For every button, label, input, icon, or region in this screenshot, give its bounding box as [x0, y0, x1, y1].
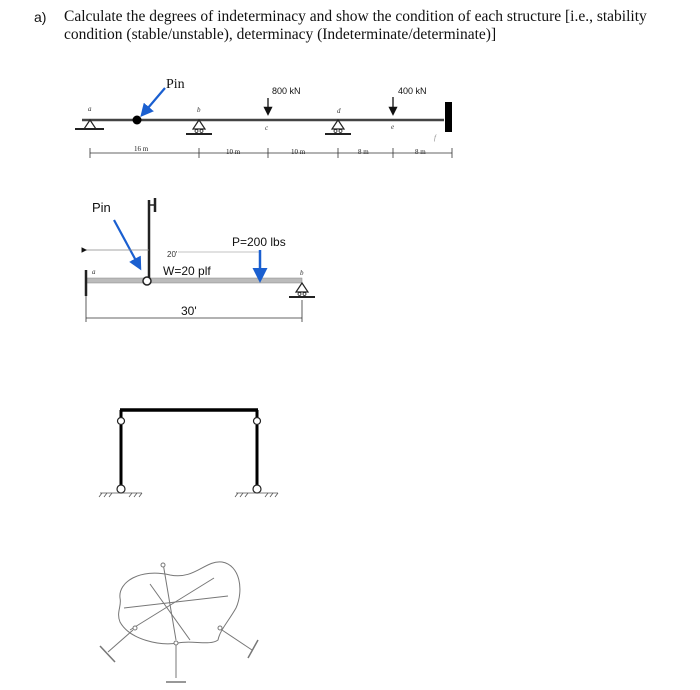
- dim-20-label: 20': [167, 250, 178, 259]
- structure-1-beam: [75, 77, 452, 158]
- point-label-f: f: [434, 134, 436, 142]
- link-hinge-top: [161, 563, 165, 567]
- point-label-2b: b: [300, 269, 304, 277]
- point-load-label: P=200 lbs: [232, 235, 286, 249]
- link-hinge-right: [218, 626, 222, 630]
- support-a-pin: [75, 120, 104, 129]
- pin-label-2: Pin: [92, 200, 111, 215]
- question-label: a): [34, 9, 47, 25]
- structure-4-rigid-body: [100, 562, 258, 682]
- support-2b-roller: [289, 283, 315, 297]
- point-label-b: b: [197, 106, 201, 114]
- span-label-10m-2: 10 m: [291, 148, 306, 156]
- structure-3-portal-frame: [99, 410, 278, 497]
- rigid-body-outline: [119, 562, 240, 644]
- span-label-16m: 16 m: [134, 145, 149, 153]
- point-label-e: e: [391, 123, 395, 131]
- load-label-400: 400 kN: [398, 86, 427, 96]
- link-left: [108, 630, 133, 652]
- fixed-support-f: [445, 102, 452, 132]
- ground-right: [248, 640, 258, 658]
- span-label-8m-1: 8 m: [358, 148, 369, 156]
- brace-3: [130, 578, 214, 630]
- link-hinge-left: [133, 626, 137, 630]
- frame-support-right: [253, 485, 261, 493]
- beam-2: [86, 278, 302, 283]
- pin-pointer-arrow: [142, 88, 165, 115]
- question-text: Calculate the degrees of indeterminacy and show the condition of each structure [i.e., stability condition (stable/unstable), determinacy (Indeterminate/determinate)]: [64, 8, 647, 43]
- frame-hinge-right-top: [254, 418, 261, 425]
- brace-2: [150, 584, 190, 640]
- link-hinge-bottom: [174, 641, 178, 645]
- span-label-10m-1: 10 m: [226, 148, 241, 156]
- load-label-800: 800 kN: [272, 86, 301, 96]
- frame-ground-left: [99, 493, 142, 497]
- span-label-8m-2: 8 m: [415, 148, 426, 156]
- frame-ground-right: [235, 493, 278, 497]
- point-label-c: c: [265, 124, 269, 132]
- point-label-2a: a: [92, 268, 96, 276]
- pin-pointer-arrow-2: [114, 220, 140, 268]
- hinge-pin-2: [143, 277, 151, 285]
- point-label-d: d: [337, 107, 341, 115]
- distributed-load-label: W=20 plf: [163, 264, 211, 278]
- point-label-a: a: [88, 105, 92, 113]
- support-b-roller: [186, 120, 212, 134]
- support-d-roller: [325, 120, 351, 134]
- dim-30-label: 30': [181, 304, 197, 318]
- structure-2-frame: [86, 198, 315, 322]
- frame-support-left: [117, 485, 125, 493]
- frame-hinge-left-top: [118, 418, 125, 425]
- pin-label-1: Pin: [166, 77, 185, 92]
- hinge-pin: [133, 116, 142, 125]
- link-right: [222, 630, 252, 650]
